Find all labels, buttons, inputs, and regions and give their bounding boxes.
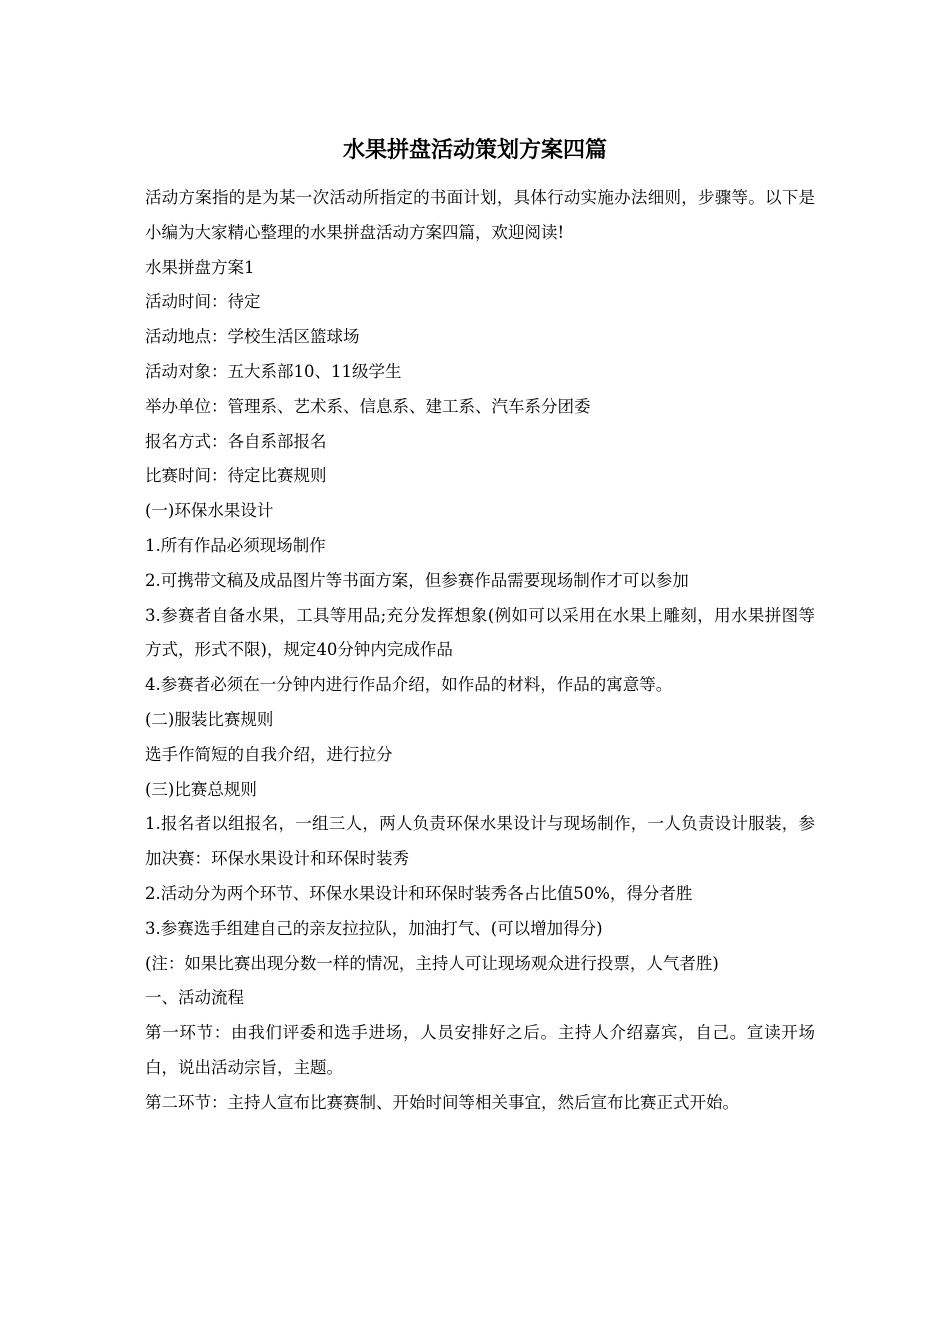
registration-method: 报名方式：各自系部报名	[145, 431, 327, 451]
rule-item: 2.活动分为两个环节、环保水果设计和环保时装秀各占比值50%，得分者胜	[145, 883, 693, 903]
section-heading-costume: (二)服装比赛规则	[145, 709, 274, 729]
section-heading-process: 一、活动流程	[145, 988, 244, 1008]
rule-item: 1.所有作品必须现场制作	[145, 535, 326, 555]
activity-time: 活动时间：待定	[145, 292, 261, 312]
activity-location: 活动地点：学校生活区篮球场	[145, 327, 360, 347]
rule-item: 4.参赛者必须在一分钟内进行作品介绍，如作品的材料，作品的寓意等。	[145, 675, 673, 695]
process-step: 第二环节：主持人宣布比赛赛制、开始时间等相关事宜，然后宣布比赛正式开始。	[145, 1092, 739, 1112]
section-heading-design: (一)环保水果设计	[145, 501, 274, 521]
rule-item: 选手作简短的自我介绍，进行拉分	[145, 744, 393, 764]
competition-time: 比赛时间：待定比赛规则	[145, 466, 327, 486]
rule-item: 1.报名者以组报名，一组三人，两人负责环保水果设计与现场制作，一人负责设计服装，参加决赛：环保水果设计和环保时装秀	[145, 814, 815, 869]
rule-item: 2.可携带文稿及成品图片等书面方案，但参赛作品需要现场制作才可以参加	[145, 570, 689, 590]
document-body	[145, 181, 815, 1121]
process-step: 第一环节：由我们评委和选手进场，人员安排好之后。主持人介绍嘉宾，自己。宣读开场白，说出活动宗旨，主题。	[145, 1023, 815, 1077]
plan-heading: 水果拼盘方案1	[145, 257, 255, 277]
document-title: 水果拼盘活动策划方案四篇	[342, 137, 607, 163]
section-heading-general: (三)比赛总规则	[145, 779, 257, 799]
intro-paragraph: 活动方案指的是为某一次活动所指定的书面计划，具体行动实施办法细则，步骤等。以下是小编为大家精心整理的水果拼盘活动方案四篇，欢迎阅读!	[145, 188, 815, 242]
rule-item: 3.参赛选手组建自己的亲友拉拉队，加油打气、(可以增加得分)	[145, 918, 603, 938]
note-paragraph: (注：如果比赛出现分数一样的情况，主持人可让现场观众进行投票，人气者胜)	[145, 953, 719, 973]
organizers: 举办单位：管理系、艺术系、信息系、建工系、汽车系分团委	[145, 396, 591, 416]
activity-audience: 活动对象：五大系部10、11级学生	[145, 361, 402, 381]
rule-item: 3.参赛者自备水果，工具等用品;充分发挥想象(例如可以采用在水果上雕刻，用水果拼图等方式，形式不限)，规定40分钟内完成作品	[145, 605, 815, 660]
